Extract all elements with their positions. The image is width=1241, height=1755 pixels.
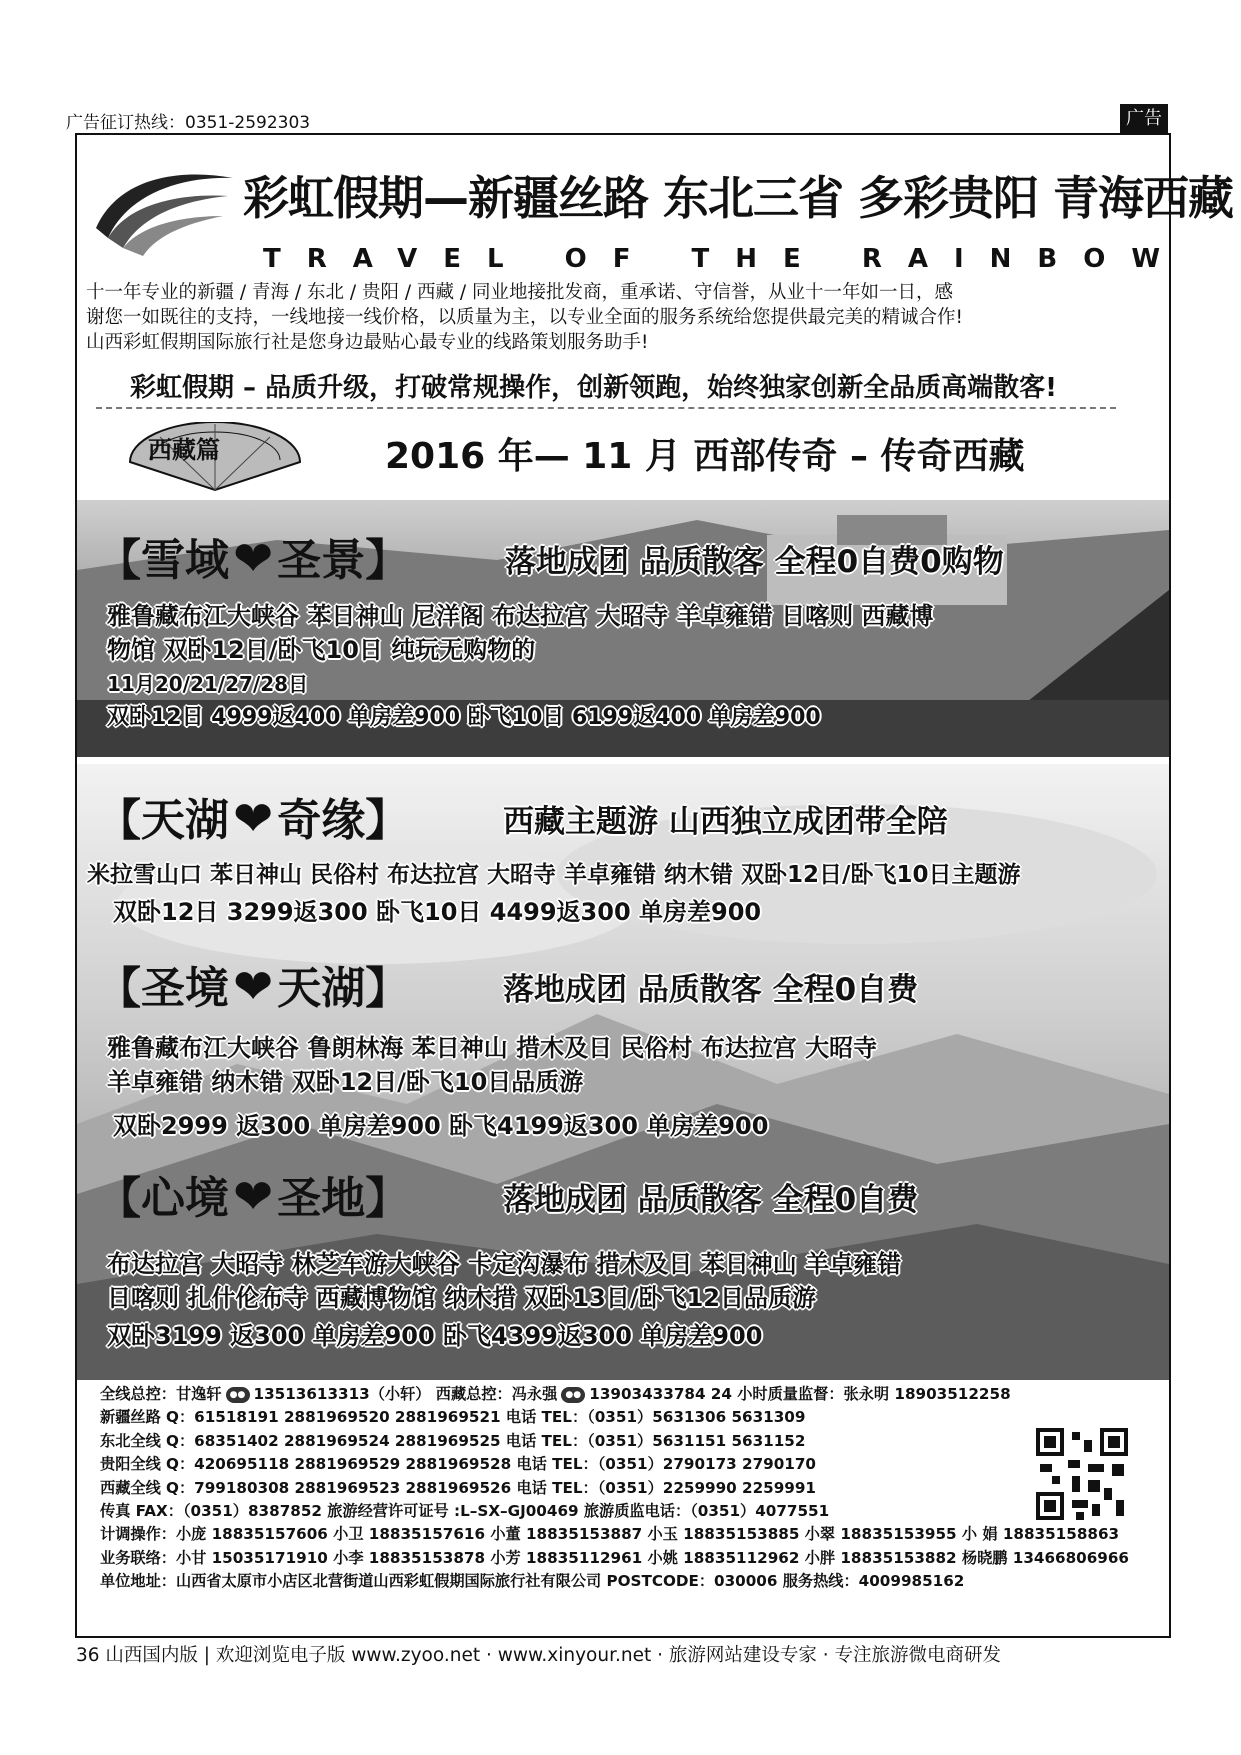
- route-line: 雅鲁藏布江大峡谷 鲁朗林海 苯日神山 措木及日 民俗村 布达拉宫 大昭寺: [107, 1034, 878, 1062]
- ad-subtitle: TRAVEL OF THE RAINBOW: [263, 244, 1187, 274]
- month-title: 2016 年— 11 月 西部传奇 – 传奇西藏: [385, 436, 1025, 477]
- route-title: [97, 784, 409, 848]
- route-block-group: [77, 764, 1169, 1380]
- heart-icon: ❤: [233, 959, 274, 1015]
- contact-row: 业务联络：小甘 15035171910 小李 18835153878 小芳 18835112961 小姚 18835112962 小胖 18835153882 杨晓鹏 13466806966: [100, 1548, 1129, 1567]
- route-line: 布达拉宫 大昭寺 林芝车游大峡谷 卡定沟瀑布 措木及日 苯日神山 羊卓雍错: [107, 1250, 902, 1278]
- route-tag: 落地成团 品质散客 全程0自费: [503, 972, 919, 1008]
- fan-label: 西藏篇: [148, 435, 220, 464]
- route-price: 双卧12日 4999返400 单房差900 卧飞10日 6199返400 单房差900: [107, 705, 821, 730]
- ad-hotline: 广告征订热线：0351-2592303: [66, 113, 311, 133]
- route-title: [97, 1162, 409, 1226]
- route-price: 双卧2999 返300 单房差900 卧飞4199返300 单房差900: [113, 1112, 769, 1140]
- rainbow-swoosh-logo: [88, 158, 238, 258]
- route-title: [97, 952, 409, 1016]
- route-title-right: 圣地】: [277, 1173, 410, 1224]
- route-tag: 西藏主题游 山西独立成团带全陪: [503, 804, 948, 840]
- contact-row: 西藏全线 Q：799180308 2881969523 2881969526 电话 TEL：（0351）2259990 2259991: [100, 1478, 816, 1497]
- intro-paragraph: [86, 280, 1166, 355]
- route-price: 双卧12日 3299返300 卧飞10日 4499返300 单房差900: [113, 898, 762, 926]
- route-tag: 落地成团 品质散客 全程0自费0购物: [505, 544, 1004, 580]
- qr-code-icon[interactable]: [1036, 1428, 1128, 1520]
- contact-row: 新疆丝路 Q：61518191 2881969520 2881969521 电话 TEL：（0351）5631306 5631309: [100, 1408, 806, 1427]
- ad-headline: 彩虹假期—新疆丝路 东北三省 多彩贵阳 青海西藏: [243, 171, 1234, 225]
- ad-tag: 广告: [1120, 104, 1168, 134]
- contact-row: 单位地址：山西省太原市小店区北营街道山西彩虹假期国际旅行社有限公司 POSTCODE：030006 服务热线：4009985162: [100, 1572, 965, 1591]
- route-title-right: 圣景】: [277, 535, 410, 586]
- route-title-left: 【圣境: [97, 963, 229, 1014]
- contact-top-row: 全线总控：甘逸轩 ●● 13513613313（小轩） 西藏总控：冯永强 ●● 13903433784 24 小时质量监督：张永明 18903512258: [100, 1385, 1011, 1403]
- route-title-right: 天湖】: [277, 963, 410, 1014]
- route-block-1: [77, 500, 1169, 757]
- heart-icon: ❤: [233, 1169, 274, 1225]
- route-title-left: 【天湖: [97, 795, 229, 846]
- route-line: 雅鲁藏布江大峡谷 苯日神山 尼洋阁 布达拉宫 大昭寺 羊卓雍错 日喀则 西藏博: [107, 602, 934, 630]
- divider: [96, 407, 1116, 409]
- heart-icon: ❤: [233, 531, 274, 587]
- route-price: 双卧3199 返300 单房差900 卧飞4399返300 单房差900: [107, 1322, 763, 1350]
- intro-line: 谢您一如既往的支持，一线地接一线价格，以质量为主，以专业全面的服务系统给您提供最完美的精诚合作!: [86, 307, 963, 328]
- contact-row: 传真 FAX：（0351）8387852 旅游经营许可证号 :L–SX–GJ00469 旅游质监电话：（0351）4077551: [100, 1502, 830, 1521]
- intro-line: 十一年专业的新疆 / 青海 / 东北 / 贵阳 / 西藏 / 同业地接批发商，重承诺、守信誉，从业十一年如一日，感: [86, 282, 953, 303]
- route-line: 米拉雪山口 苯日神山 民俗村 布达拉宫 大昭寺 羊卓雍错 纳木错 双卧12日/卧飞10日主题游: [87, 862, 1021, 888]
- route-title-left: 【雪域: [97, 535, 229, 586]
- route-title-left: 【心境: [97, 1173, 229, 1224]
- heart-icon: ❤: [233, 791, 274, 847]
- route-line: 日喀则 扎什伦布寺 西藏博物馆 纳木措 双卧13日/卧飞12日品质游: [107, 1284, 816, 1312]
- route-title-right: 奇缘】: [277, 795, 410, 846]
- route-date: 11月20/21/27/28日: [107, 672, 309, 696]
- route-tag: 落地成团 品质散客 全程0自费: [503, 1182, 919, 1218]
- route-line: 物馆 双卧12日/卧飞10日 纯玩无购物的: [107, 636, 536, 664]
- route-line: 羊卓雍错 纳木错 双卧12日/卧飞10日品质游: [107, 1068, 584, 1096]
- wechat-icon: ●●: [226, 1387, 250, 1403]
- footer: 36 山西国内版 | 欢迎浏览电子版 www.zyoo.net · www.xinyour.net · 旅游网站建设专家 · 专注旅游微电商研发: [76, 1645, 1002, 1666]
- intro-line: 山西彩虹假期国际旅行社是您身边最贴心最专业的线路策划服务助手!: [86, 332, 649, 353]
- slogan: 彩虹假期 – 品质升级，打破常规操作，创新领跑，始终独家创新全品质高端散客!: [130, 373, 1057, 403]
- contact-row: 东北全线 Q：68351402 2881969524 2881969525 电话 TEL：（0351）5631151 5631152: [100, 1431, 806, 1450]
- route-title: [97, 524, 409, 588]
- wechat-icon: ●●: [561, 1387, 585, 1403]
- contact-row: 计调操作：小庞 18835157606 小卫 18835157616 小董 18835153887 小玉 18835153885 小翠 18835153955 小 娟 18835158863: [100, 1525, 1120, 1544]
- contact-block: [100, 1383, 1160, 1594]
- contact-row: 贵阳全线 Q：420695118 2881969529 2881969528 电话 TEL：（0351）2790173 2790170: [100, 1455, 816, 1474]
